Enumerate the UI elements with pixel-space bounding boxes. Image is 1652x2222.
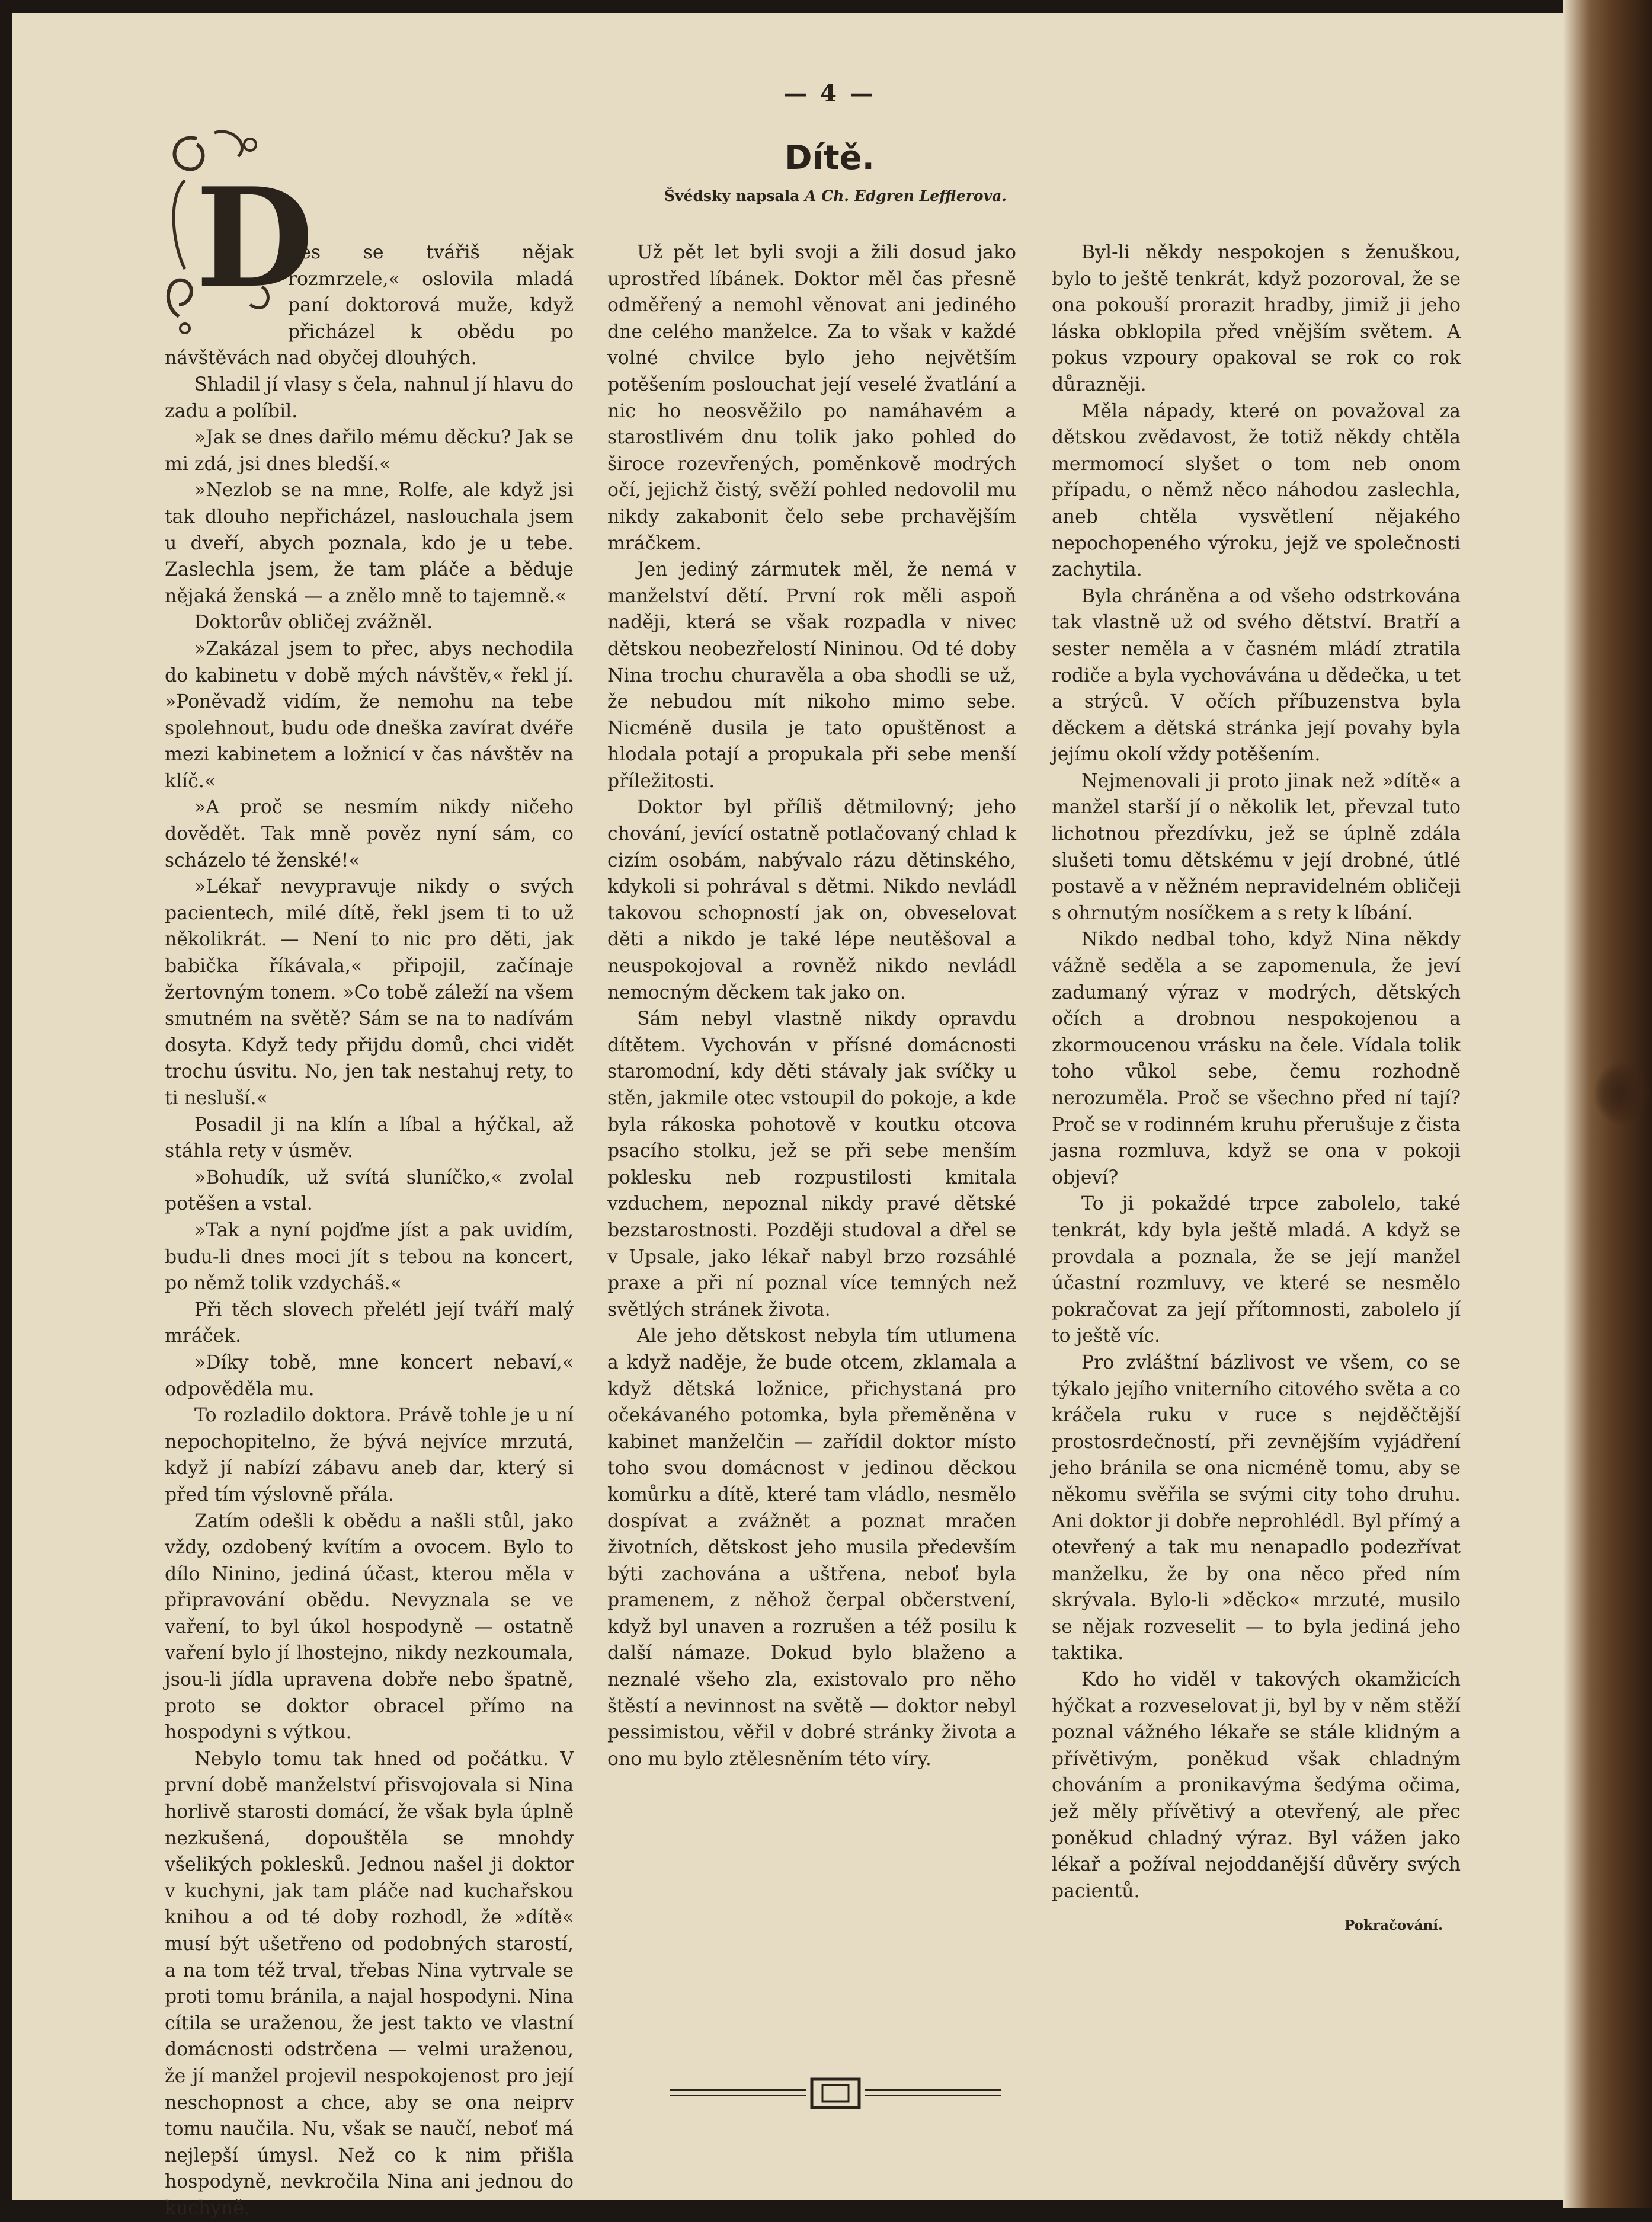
byline-prefix: Švédsky napsala [664,187,805,204]
continued-note: Pokračování. [1344,1917,1443,1934]
column-1 [165,158,574,2222]
article-byline [628,187,1043,204]
paragraph: To ji pokaždé trpce zabolelo, také tenkrát, kdy byla ještě mladá. A když se provdala a poznala, že se její manžel účastní rozmluvy, ve které se nesmělo pokračovat za její přítomnosti, zabolelo jí to ještě víc. [1052,1193,1461,1347]
dropcap-letter: D [196,158,314,318]
paragraph: Posadil ji na klín a líbal a hýčkal, až stáhla rety v úsměv. [165,1114,574,1162]
article-title: Dítě. [785,139,875,177]
page-number: — 4 — [783,79,876,107]
paragraph: »Lékař nevypravuje nikdy o svých pacientech, milé dítě, řekl jsem ti to už několikrát. — Není to nic pro děti, jak babička říkávala,« připojil, začínaje žertovným tonem. »Co tobě záleží na všem smutném na světě? Sám se na to nadívám dosyta. Když tedy přijdu domů, chci vidět trochu úsvitu. No, jen tak nestahuj rety, to ti nesluší.« [165,876,574,1109]
paragraph: Nejmenovali ji proto jinak než »dítě« a manžel starší jí o několik let, převzal tuto lichotnou přezdívku, jež se úplně zdála slušeti tomu dětskému v její drobné, útlé postavě a v něžném nepravidelném obličeji s ohrnutým nosíčkem a s rety k líbání. [1052,770,1461,924]
paragraph: Kdo ho viděl v takových okamžicích hýčkat a rozveselovat ji, byl by v něm stěží poznal vážného lékaře se stále klidným a přívětivým, poněkud však chladným chováním a pronikavýma šedýma očima, jež měly přívětivý a otevřený, ale přec poněkud chladný výraz. Byl vážen jako lékař a požíval nejoddanější důvěry svých pacientů. [1052,1669,1461,1902]
paragraph: »Nezlob se na mne, Rolfe, ale když jsi tak dlouho nepřicházel, naslouchala jsem u dveří, abych poznala, kdo je u tebe. Zaslechla jsem, že tam pláče a běduje nějaká ženská — a znělo mně to tajemně.« [165,479,574,607]
paragraph: nes se tvářiš nějak rozmrzele,« oslovila mladá paní doktorová muže, když přicházel k obědu po návštěvách nad obyčej dlouhých. [165,242,574,369]
paragraph: Doktor byl příliš dětmilovný; jeho chování, jevící ostatně potlačovaný chlad k cizím osobám, nabývalo rázu dětinského, kdykoli si pohrával s dětmi. Nikdo nevládl takovou schopností jak on, obveselovat děti a nikdo je také lépe neutěšoval a neuspokojoval a rovněž nikdo nevládl nemocným děckem tak jako on. [607,797,1016,1003]
byline-author: A Ch. Edgren Lefflerova. [805,187,1007,204]
paragraph: Při těch slovech přelétl její tváří malý mráček. [165,1299,574,1347]
ornamental-dropcap [161,127,314,340]
paragraph: Zatím odešli k obědu a našli stůl, jako vždy, ozdobený kvítím a ovocem. Bylo to dílo Ninino, jediná účast, kterou měla v připravování obědu. Nevyznala se ve vaření, to byl úkol hospodyně — ostatně vaření bylo jí lhostejno, nikdy nezkoumala, jsou-li jídla upravena dobře nebo špatně, proto se doktor obracel přímo na hospodyni s výtkou. [165,1510,574,1744]
paragraph: »Tak a nyní pojďme jíst a pak uvidím, budu-li dnes moci jít s tebou na koncert, po němž tolik vzdycháš.« [165,1219,574,1294]
column-3 [1052,239,1461,1939]
end-ornament [670,2076,1001,2111]
paragraph: Sám nebyl vlastně nikdy opravdu dítětem. Vychován v přísné domácnosti staromodní, kdy děti stávaly jak svíčky u stěn, jakmile otec vstoupil do pokoje, a kde byla rákoska pohotově v koutku otcova psacího stolku, jež se při sebe menším poklesku neb rozpustilosti kmitala vzduchem, nepoznal nikdy pravé dětské bezstarostnosti. Později studoval a dřel se v Upsale, jako lékař nabyl brzo rozsáhlé praxe a při ní poznal více temných než světlých stránek života. [607,1008,1016,1321]
paragraph: Jen jediný zármutek měl, že nemá v manželství dětí. První rok měli aspoň naději, která se však rozpadla v nivec dětskou neobezřelostí Nininou. Od té doby Nina trochu churavěla a oba shodli se už, že nebudou mít nikoho mimo sebe. Nicméně dusila je tato opuštěnost a hlodala potají a propukala při sebe menší příležitosti. [607,559,1016,792]
paragraph: Byl-li někdy nespokojen s ženuškou, bylo to ještě tenkrát, když pozoroval, že se ona pokouší prorazit hradby, jimiž ji jeho láska obklopila před vnějším světem. A pokus vzpoury opakoval se rok co rok důrazněji. [1052,242,1461,395]
paragraph: »Jak se dnes dařilo mému děcku? Jak se mi zdá, jsi dnes bledší.« [165,427,574,475]
paragraph: »Bohudík, už svítá sluníčko,« zvolal potěšen a vstal. [165,1166,574,1215]
paragraph: Nebylo tomu tak hned od počátku. V první době manželství přisvojovala si Nina horlivě starosti domácí, že však byla úplně nezkušená, dopouštěla se mnohdy všelikých poklesků. Jednou našel ji doktor v kuchyni, jak tam pláče nad kuchařskou knihou a od té doby rozhodl, že »dítě« musí být ušetřeno od podobných starostí, a na tom též trval, třebas Nina vytrvale se proti tomu bránila, a najal hospodyni. Nina cítila se uraženou, že jest takto ve vlastní domácnosti odstrčena — velmi uraženou, že jí manžel projevil nespokojenost pro její neschopnost a chce, aby se ona neiprv tomu naučila. Nu, však se naučí, neboť má nejlepší úmysl. Než co k nim přišla hospodyně, nevkročila Nina ani jednou do kuchyně. [165,1748,574,2219]
ink-blot [1593,1061,1652,1126]
column-2 [607,239,1016,1772]
paragraph: Doktorův obličej zvážněl. [194,612,433,634]
paragraph: To rozladilo doktora. Právě tohle je u ní nepochopitelno, že bývá nejvíce mrzutá, když jí nabízí zábavu aneb dar, který si před tím výslovně přála. [165,1405,574,1505]
paragraph: »Zakázal jsem to přec, abys nechodila do kabinetu v době mých návštěv,« řekl jí. »Poněvadž vidím, že nemohu na tebe spolehnout, budu ode dneška zavírat dvéře mezi kabinetem a ložnicí v čas návštěv na klíč.« [165,638,574,792]
paragraph: Byla chráněna a od všeho odstrkována tak vlastně už od svého dětství. Bratří a sester neměla a v časném mládí ztratila rodiče a byla vychovávána u dědečka, u tet a strýců. V očích příbuzenstva byla děckem a dětská stránka její povahy byla jejímu okolí vždy potěšením. [1052,585,1461,766]
paragraph: »A proč se nesmím nikdy ničeho dovědět. Tak mně pověz nyní sám, co scházelo té ženské!« [165,797,574,871]
paragraph: Shladil jí vlasy s čela, nahnul jí hlavu do zadu a políbil. [165,373,574,422]
paragraph: Měla nápady, které on považoval za dětskou zvědavost, že totiž někdy chtěla mermomocí slyšet o tom neb onom případu, o němž něco náhodou zaslechla, aneb chtěla vysvětlení nějakého nepochopeného výroku, jejž ve společnosti zachytila. [1052,400,1461,581]
paragraph: Už pět let byli svoji a žili dosud jako uprostřed líbánek. Doktor měl čas přesně odměřený a nemohl věnovat ani jediného dne celého manželce. Za to však v každé volné chvilce bylo jeho největším potěšením poslouchat její veselé žvatlání a nic ho neosvěžilo po namáhavém a starostlivém dnu tolik jako pohled do široce rozevřených, poměnkově modrých očí, jejichž čistý, svěží pohled nedovolil mu nikdy zakabonit čelo sebe prchavějším mráčkem. [607,242,1016,554]
paragraph: Ale jeho dětskost nebyla tím utlumena a když naděje, že bude otcem, zklamala a když dětská ložnice, přichystaná pro očekávaného potomka, byla přeměněna v kabinet manželčin — zařídil doktor místo toho svou domácnost v jedinou děckou komůrku a dítě, které tam vládlo, nesmělo dospívat a zvážnět a poznat mračen životních, dětskost jeho musila především býti zachována a uštřena, neboť byla pramenem, z něhož čerpal občerstvení, když byl unaven a rozrušen a též posilu k další námaze. Dokud bylo blaženo a neznalé všeho zla, existovalo pro něho štěstí a nevinnost na světě — doktor nebyl pessimistou, věřil v dobré stránky života a ono mu bylo ztělesněním této víry. [607,1325,1016,1770]
paragraph: »Díky tobě, mne koncert nebaví,« odpověděla mu. [165,1351,574,1400]
newspaper-page [12,13,1563,2219]
paragraph: Nikdo nedbal toho, když Nina někdy vážně seděla a se zapomenula, že jeví zadumaný výraz v modrých, dětských očích a drobnou nespokojenou a zkormoucenou vrásku na čele. Vídala tolik toho vůkol sebe, čemu rozhodně nerozuměla. Proč se všechno před ní tají? Proč se v rodinném kruhu přerušuje z čista jasna rozmluva, když se ona v pokoji objeví? [1052,929,1461,1188]
paragraph: Pro zvláštní bázlivost ve všem, co se týkalo jejího vniterního citového světa a co kráčela ruku v ruce s nejděčtější prostosrdečností, při zevnějším vyjádření jeho bránila se ona nicméně tomu, aby se někomu svěřila se svými city toho druhu. Ani doktor ji dobře neprohlédl. Byl přímý a otevřený a tak mu nenapadlo podezřívat manželku, že by ona něco před ním skrývala. Bylo-li »děcko« mrzuté, musilo se nějak rozveselit — to byla jediná jeho taktika. [1052,1351,1461,1664]
